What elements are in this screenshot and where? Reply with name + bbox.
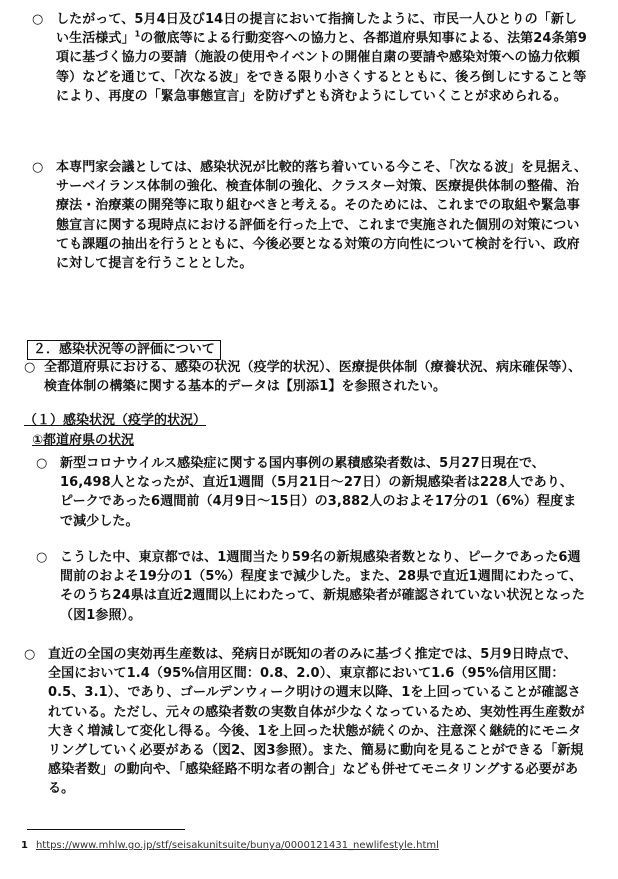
paragraph-text: の徹底等による行動変容への協力と、各都道府県知事による、法第24条第9項に基づく協力の要請（施設の使用やイベントの開催自粛の要請や感染対策への協力依頼等）などを通じて、「次なる波」をできる限り小さくするとともに、後ろ倒しにすること等により、再度の「緊急事態宣言」を防げずとも済むようにしていくことが求められる。	[56, 31, 587, 104]
footnote-divider	[27, 829, 185, 830]
sub-sub-heading: ①都道府県の状況	[32, 433, 135, 448]
bullet-icon: ○	[24, 647, 36, 662]
bullet-icon: ○	[36, 456, 48, 471]
bullet-icon: ○	[32, 12, 44, 27]
section-heading: ２．感染状況等の評価について	[27, 340, 221, 360]
paragraph-text: 全都道府県における、感染の状況（疫学的状況）、医療提供体制（療養状況、病床確保等）、検査体制の構築に関する基本的データは【別添1】を参照されたい。	[44, 360, 582, 395]
paragraph-basic-data	[24, 358, 588, 396]
paragraph-text: 新型コロナウイルス感染症に関する国内事例の累積感染者数は、5月27日現在で、16,498人となったが、直近1週間（5月21日～27日）の新規感染者は228人であり、ピークであった6週間前（4月9日～15日）の3,882人のおよそ17分の1（6%）程度まで減少した。	[60, 456, 577, 529]
footnote	[21, 840, 439, 851]
paragraph-text: こうした中、東京都では、1週間当たり59名の新規感染者数となり、ピークであった6週間前のおよそ19分の1（5%）程度まで減少した。また、28県で直近1週間にわたって、そのうち24県は直近2週間以上にわたって、新規感染者が確認されていない状況となった（図1参照）。	[60, 550, 585, 623]
bullet-icon: ○	[32, 160, 44, 175]
footnote-reference[interactable]: 1	[134, 29, 141, 39]
subsection-heading: （１）感染状況（疫学的状況）	[24, 413, 207, 428]
paragraph-new-lifestyle	[32, 10, 588, 106]
paragraph-expert-meeting	[32, 158, 588, 273]
paragraph-tokyo	[36, 548, 586, 625]
paragraph-text: 直近の全国の実効再生産数は、発病日が既知の者のみに基づく推定では、5月9日時点で、全国において1.4（95%信用区間：0.8、2.0）、東京都において1.6（95%信用区間：0.5、3.1）、であり、ゴールデンウィーク明けの週末以降、1を上回っていることが確認されている。ただし、元々の感染者数の実数自体が少なくなっているため、実効性再生産数が大きく増減して変化し得る。今後、1を上回った状態が続くのか、注意深く継続的にモニタリングしていく必要がある（図2、図3参照）。また、簡易に動向を見ることができる「新規感染者数」の動向や、「感染経路不明な者の割合」なども併せてモニタリングする必要がある。	[48, 647, 585, 797]
bullet-icon: ○	[24, 360, 36, 375]
footnote-link[interactable]: https://www.mhlw.go.jp/stf/seisakunitsuite/bunya/0000121431_newlifestyle.html	[35, 840, 439, 851]
paragraph-reproduction-number	[24, 645, 586, 799]
paragraph-text: したがって、5月4日及び14日の提言において指摘したように、市民一人ひとりの「新しい生活様式」	[56, 12, 578, 47]
bullet-icon: ○	[36, 550, 48, 565]
footnote-marker: 1	[21, 840, 28, 851]
paragraph-cumulative-cases	[36, 454, 586, 531]
paragraph-text: 本専門家会議としては、感染状況が比較的落ち着いている今こそ、「次なる波」を見据え、サーベイランス体制の強化、検査体制の強化、クラスター対策、医療提供体制の整備、治療法・治療薬の開発等に取り組むべきと考える。そのためには、これまでの取組や緊急事態宣言に関する現時点における評価を行った上で、これまで実施された個別の対策についても課題の抽出を行うとともに、今後必要となる対策の方向性について検討を行い、政府に対して提言を行うこととした。	[56, 160, 588, 272]
